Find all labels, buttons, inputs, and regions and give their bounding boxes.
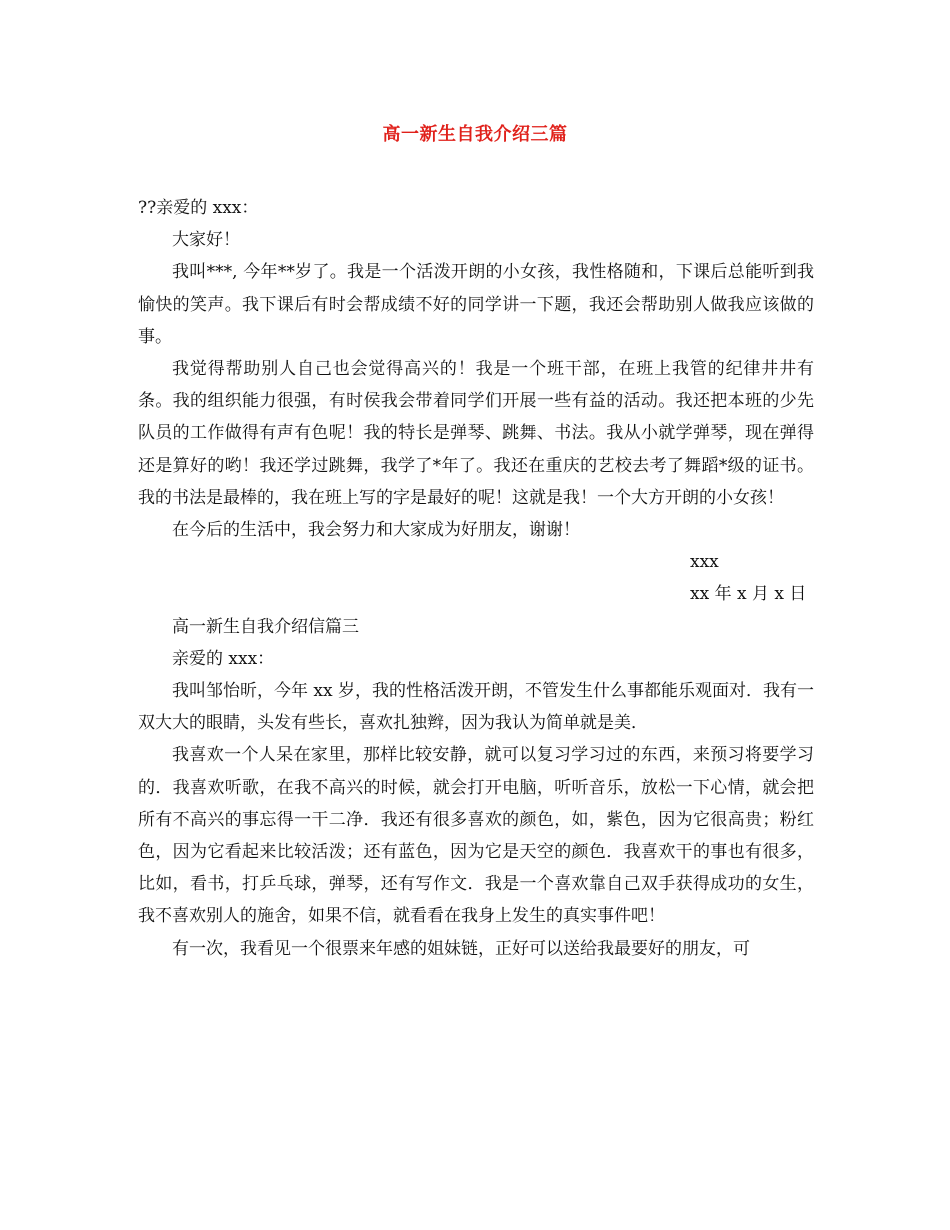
letter1-signature-date: xx 年 x 月 x 日 <box>690 584 807 605</box>
letter1-paragraph: 在今后的生活中，我会努力和大家成为好朋友，谢谢！ <box>172 520 580 541</box>
document-title: 高一新生自我介绍三篇 <box>382 124 568 145</box>
letter3-salutation: 亲爱的 xxx： <box>172 648 275 669</box>
document-body <box>138 192 814 965</box>
letter3-paragraph: 我叫邹怡昕，今年 xx 岁，我的性格活泼开朗，不管发生什么事都能乐观面对．我有一双大大的眼睛，头发有些长，喜欢扎独辫，因为我认为简单就是美． <box>138 681 814 734</box>
letter3-paragraph: 我喜欢一个人呆在家里，那样比较安静，就可以复习学习过的东西，来预习将要学习的．我喜欢听歌，在我不高兴的时候，就会打开电脑，听听音乐，放松一下心情，就会把所有不高兴的事忘得一干二净．我还有很多喜欢的颜色，如，紫色，因为它很高贵；粉红色，因为它看起来比较活泼；还有蓝色，因为它是天空的颜色．我喜欢干的事也有很多，比如，看书，打乒乓球，弹琴，还有写作文．我是一个喜欢靠自己双手获得成功的女生，我不喜欢别人的施舍，如果不信，就看看在我身上发生的真实事件吧！ <box>138 745 814 927</box>
letter1-signature-name: xxx <box>690 552 719 573</box>
letter1-paragraph: 我叫***, 今年**岁了。我是一个活泼开朗的小女孩，我性格随和，下课后总能听到我愉快的笑声。我下课后有时会帮成绩不好的同学讲一下题，我还会帮助别人做我应该做的事。 <box>138 262 814 347</box>
letter1-greeting: 大家好！ <box>172 230 240 251</box>
letter1-salutation: ??亲爱的 xxx： <box>138 198 259 218</box>
letter1-paragraph: 我觉得帮助别人自己也会觉得高兴的！我是一个班干部，在班上我管的纪律井井有条。我的组织能力很强，有时侯我会带着同学们开展一些有益的活动。我还把本班的少先队员的工作做得有声有色呢！我的特长是弹琴、跳舞、书法。我从小就学弹琴，现在弹得还是算好的哟！我还学过跳舞，我学了*年了。我还在重庆的艺校去考了舞蹈*级的证书。我的书法是最棒的，我在班上写的字是最好的呢！这就是我！一个大方开朗的小女孩！ <box>138 359 814 508</box>
letter3-heading: 高一新生自我介绍信篇三 <box>172 616 359 637</box>
letter3-paragraph: 有一次，我看见一个很票来年感的姐妹链，正好可以送给我最要好的朋友，可 <box>172 938 750 959</box>
